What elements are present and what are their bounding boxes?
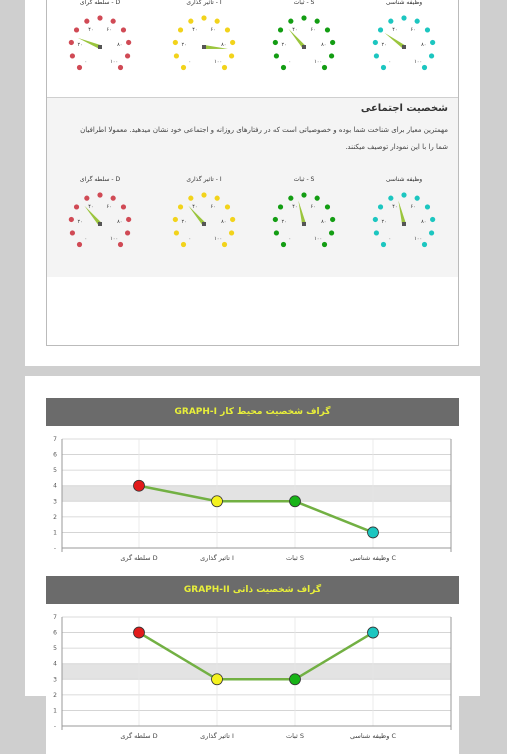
x-tick-label: تاثیر گذاری I <box>200 554 234 562</box>
gauge-hub <box>302 45 306 49</box>
gauge-dial <box>369 7 439 87</box>
graph-2-title: گراف شخصیت ذاتی GRAPH-II <box>46 576 459 604</box>
gauge-tick-dot <box>274 53 279 58</box>
gauge-hub <box>98 222 102 226</box>
data-point <box>368 627 379 638</box>
gauge-tick-dot <box>325 27 330 32</box>
gauge-tick-dot <box>429 230 434 235</box>
gauge-scale-label: ۲۰ <box>77 41 83 48</box>
gauge-tick-dot <box>281 65 286 70</box>
gauge-tick-dot <box>77 65 82 70</box>
social-personality-section <box>47 97 458 277</box>
gauge-tick-dot <box>422 65 427 70</box>
gauge-row-top <box>47 0 458 91</box>
y-tick-label: 1 <box>53 707 57 715</box>
data-point <box>368 527 379 538</box>
gauge-scale-label: ۲۰ <box>381 218 387 225</box>
gauge-label: سلطه گرای - D <box>79 176 121 183</box>
gauge-scale-label: ۸۰ <box>221 41 227 48</box>
gauge-tick-dot <box>288 196 293 201</box>
gauge-tick-dot <box>273 40 278 45</box>
gauge-tick-dot <box>329 53 334 58</box>
graph-1-title: گراف شخصیت محیط کار GRAPH-I <box>46 398 459 426</box>
gauge-tick-dot <box>373 40 378 45</box>
gauge-tick-dot <box>322 242 327 247</box>
gauge-tick-dot <box>273 217 278 222</box>
data-point <box>134 627 145 638</box>
gauge-dial <box>169 184 239 264</box>
gauge-scale-label: ۰ <box>388 59 392 66</box>
gauge-tick-dot <box>315 19 320 24</box>
gauge-label: تاثیر گذاری - I <box>186 176 222 183</box>
gauge-scale-label: ۱۰۰ <box>110 236 119 243</box>
gauge-tick-dot <box>230 217 235 222</box>
gauge-scale-label: ۲۰ <box>181 41 187 48</box>
gauge-scale-label: ۸۰ <box>421 218 427 225</box>
gauge-tick-dot <box>69 217 74 222</box>
gauge-tick-dot <box>174 230 179 235</box>
gauge-tick-dot <box>229 230 234 235</box>
data-point <box>212 496 223 507</box>
y-tick-label: 5 <box>53 645 57 653</box>
gauge-tick-dot <box>425 27 430 32</box>
gauge-scale-label: ۰ <box>188 236 192 243</box>
x-tick-label: تاثیر گذاری I <box>200 732 234 740</box>
gauge-tick-dot <box>70 230 75 235</box>
gauge-tick-dot <box>373 217 378 222</box>
gauge-scale-label: ۶۰ <box>210 27 216 34</box>
gauge-tick-dot <box>415 196 420 201</box>
gauge-scale-label: ۰ <box>288 59 292 66</box>
report-frame <box>46 0 459 346</box>
gauge <box>65 0 135 91</box>
gauge-tick-dot <box>84 19 89 24</box>
gauge-scale-label: ۰ <box>84 236 88 243</box>
gauge <box>169 0 239 91</box>
gauge-label: وظیفه شناسی <box>385 176 423 183</box>
gauge-scale-label: ۰ <box>388 236 392 243</box>
gauge-tick-dot <box>173 217 178 222</box>
gauge-dial <box>269 7 339 87</box>
gauge-scale-label: ۶۰ <box>210 204 216 211</box>
gauge-tick-dot <box>181 242 186 247</box>
gauge-scale-label: ۴۰ <box>192 204 198 211</box>
gauge-scale-label: ۶۰ <box>106 204 112 211</box>
gauge-tick-dot <box>278 204 283 209</box>
gauge-scale-label: ۲۰ <box>77 218 83 225</box>
gauge <box>369 0 439 91</box>
gauge-tick-dot <box>301 15 306 20</box>
gauge-tick-dot <box>322 65 327 70</box>
gauge-label: سلطه گرای - D <box>79 0 121 6</box>
gauge-tick-dot <box>121 27 126 32</box>
gauge-scale-label: ۴۰ <box>292 27 298 34</box>
gauge-scale-label: ۰ <box>84 59 88 66</box>
gauge-tick-dot <box>225 27 230 32</box>
gauge-tick-dot <box>125 53 130 58</box>
section-title: شخصیت اجتماعی <box>360 103 448 114</box>
gauge-tick-dot <box>381 65 386 70</box>
gauge-needle <box>298 201 306 225</box>
gauge <box>269 176 339 268</box>
highlight-band <box>62 664 451 680</box>
gauge-scale-label: ۴۰ <box>392 204 398 211</box>
gauge-tick-dot <box>84 196 89 201</box>
gauge-tick-dot <box>74 27 79 32</box>
gauge-scale-label: ۲۰ <box>281 41 287 48</box>
gauge-hub <box>402 222 406 226</box>
gauge-tick-dot <box>325 204 330 209</box>
y-tick-label: 5 <box>53 467 57 475</box>
gauge-tick-dot <box>97 192 102 197</box>
gauge-label: ثبات - S <box>293 176 315 183</box>
gauge-tick-dot <box>188 196 193 201</box>
gauge-tick-dot <box>222 242 227 247</box>
gauge-tick-dot <box>381 242 386 247</box>
gauge-scale-label: ۰ <box>288 236 292 243</box>
gauge-scale-label: ۴۰ <box>392 27 398 34</box>
gauge-tick-dot <box>188 19 193 24</box>
gauge-tick-dot <box>429 53 434 58</box>
gauge-tick-dot <box>281 242 286 247</box>
data-point <box>134 480 145 491</box>
report-page-2 <box>25 376 480 740</box>
gauge-scale-label: ۴۰ <box>192 27 198 34</box>
gauge-tick-dot <box>215 196 220 201</box>
gauge-tick-dot <box>201 15 206 20</box>
gauge-tick-dot <box>77 242 82 247</box>
gauge-tick-dot <box>274 230 279 235</box>
gauge-scale-label: ۱۰۰ <box>414 236 423 243</box>
gauge-tick-dot <box>118 65 123 70</box>
gauge-scale-label: ۸۰ <box>321 41 327 48</box>
chart-plot <box>46 604 459 754</box>
x-tick-label: وظیفه شناسی C <box>350 554 396 562</box>
gauge-scale-label: ۰ <box>188 59 192 66</box>
y-tick-label: 1 <box>53 529 57 537</box>
gauge-tick-dot <box>288 19 293 24</box>
gauge-tick-dot <box>301 192 306 197</box>
gauge-tick-dot <box>401 15 406 20</box>
gauge-tick-dot <box>315 196 320 201</box>
gauge-tick-dot <box>201 192 206 197</box>
y-tick-label: 2 <box>53 691 57 699</box>
gauge-hub <box>98 45 102 49</box>
y-tick-label: 3 <box>53 498 57 506</box>
x-tick-label: وظیفه شناسی C <box>350 732 396 740</box>
gauge-tick-dot <box>173 40 178 45</box>
gauge-tick-dot <box>174 53 179 58</box>
gauge-label: وظیفه شناسی <box>385 0 423 6</box>
gauge-scale-label: ۱۰۰ <box>414 59 423 66</box>
gauge-scale-label: ۲۰ <box>281 218 287 225</box>
gauge-tick-dot <box>178 27 183 32</box>
gauge-tick-dot <box>425 204 430 209</box>
gauge-tick-dot <box>97 15 102 20</box>
gauge-tick-dot <box>229 53 234 58</box>
gauge-tick-dot <box>225 204 230 209</box>
gauge-tick-dot <box>430 40 435 45</box>
gauge-needle <box>398 201 406 225</box>
gauge-scale-label: ۶۰ <box>410 204 416 211</box>
gauge <box>65 176 135 268</box>
gauge-scale-label: ۴۰ <box>292 204 298 211</box>
gauge-scale-label: ۸۰ <box>221 218 227 225</box>
gauge-scale-label: ۶۰ <box>310 27 316 34</box>
gauge-tick-dot <box>74 204 79 209</box>
gauge-hub <box>402 45 406 49</box>
y-tick-label: 4 <box>53 482 57 490</box>
gauge-scale-label: ۱۰۰ <box>314 59 323 66</box>
gauge-label: تاثیر گذاری - I <box>186 0 222 6</box>
gauge-tick-dot <box>178 204 183 209</box>
x-tick-label: ثبات S <box>285 554 305 562</box>
data-point <box>212 674 223 685</box>
gauge-scale-label: ۲۰ <box>381 41 387 48</box>
gauge-label: ثبات - S <box>293 0 315 6</box>
gauge-tick-dot <box>278 27 283 32</box>
gauge-tick-dot <box>230 40 235 45</box>
graph-2-panel <box>46 576 459 740</box>
x-tick-label: سلطه گری D <box>120 732 158 740</box>
gauge-scale-label: ۸۰ <box>421 41 427 48</box>
gauge-tick-dot <box>374 53 379 58</box>
gauge-dial <box>169 7 239 87</box>
gauge-hub <box>302 222 306 226</box>
graph-1-panel <box>46 398 459 576</box>
gauge-dial <box>369 184 439 264</box>
y-tick-label: 7 <box>53 614 57 621</box>
gauge-dial <box>65 184 135 264</box>
gauge-tick-dot <box>111 196 116 201</box>
gauge-scale-label: ۱۰۰ <box>214 236 223 243</box>
gauge-tick-dot <box>388 196 393 201</box>
chart-plot <box>46 426 459 576</box>
gauge-scale-label: ۸۰ <box>117 41 123 48</box>
gauge-scale-label: ۸۰ <box>117 218 123 225</box>
x-tick-label: ثبات S <box>285 732 305 740</box>
data-point <box>290 674 301 685</box>
gauge-tick-dot <box>330 217 335 222</box>
gauge-tick-dot <box>378 27 383 32</box>
gauge-tick-dot <box>401 192 406 197</box>
gauge-tick-dot <box>118 242 123 247</box>
gauge-tick-dot <box>215 19 220 24</box>
gauge-tick-dot <box>70 53 75 58</box>
section-description: مهمترین معیار برای شناخت شما بوده و خصوصیاتی است که در رفتارهای روزانه و اجتماعی خود نشان میدهید. معمولا اطرافیان شما را با این نمودار توصیف میکنند. <box>80 126 448 151</box>
gauge <box>269 0 339 91</box>
gauge-scale-label: ۲۰ <box>181 218 187 225</box>
highlight-band <box>62 486 451 502</box>
gauge-tick-dot <box>374 230 379 235</box>
gauge-tick-dot <box>430 217 435 222</box>
gauge-tick-dot <box>378 204 383 209</box>
report-page-1 <box>25 0 480 366</box>
gauge-scale-label: ۶۰ <box>106 27 112 34</box>
gauge-scale-label: ۱۰۰ <box>110 59 119 66</box>
y-tick-label: - <box>53 723 57 730</box>
gauge-scale-label: ۶۰ <box>410 27 416 34</box>
gauge-hub <box>202 45 206 49</box>
gauge-scale-label: ۴۰ <box>88 204 94 211</box>
y-tick-label: 6 <box>53 451 57 459</box>
gauge-tick-dot <box>222 65 227 70</box>
gauge-scale-label: ۱۰۰ <box>214 59 223 66</box>
gauge-tick-dot <box>126 217 131 222</box>
gauge-scale-label: ۱۰۰ <box>314 236 323 243</box>
y-tick-label: - <box>53 545 57 552</box>
y-tick-label: 4 <box>53 660 57 668</box>
gauge-tick-dot <box>126 40 131 45</box>
y-tick-label: 3 <box>53 676 57 684</box>
gauge-dial <box>65 7 135 87</box>
gauge-scale-label: ۶۰ <box>310 204 316 211</box>
gauge-tick-dot <box>329 230 334 235</box>
y-tick-label: 7 <box>53 436 57 443</box>
gauge-tick-dot <box>69 40 74 45</box>
gauge-scale-label: ۴۰ <box>88 27 94 34</box>
gauge-row-social <box>47 176 458 268</box>
gauge-dial <box>269 184 339 264</box>
gauge <box>369 176 439 268</box>
gauge-tick-dot <box>330 40 335 45</box>
gauge-hub <box>202 222 206 226</box>
gauge-tick-dot <box>422 242 427 247</box>
gauge-tick-dot <box>415 19 420 24</box>
y-tick-label: 2 <box>53 513 57 521</box>
gauge-tick-dot <box>111 19 116 24</box>
y-tick-label: 6 <box>53 629 57 637</box>
gauge-scale-label: ۸۰ <box>321 218 327 225</box>
gauge <box>169 176 239 268</box>
x-tick-label: سلطه گری D <box>120 554 158 562</box>
gauge-tick-dot <box>388 19 393 24</box>
gauge-tick-dot <box>181 65 186 70</box>
data-point <box>290 496 301 507</box>
gauge-tick-dot <box>125 230 130 235</box>
gauge-tick-dot <box>121 204 126 209</box>
